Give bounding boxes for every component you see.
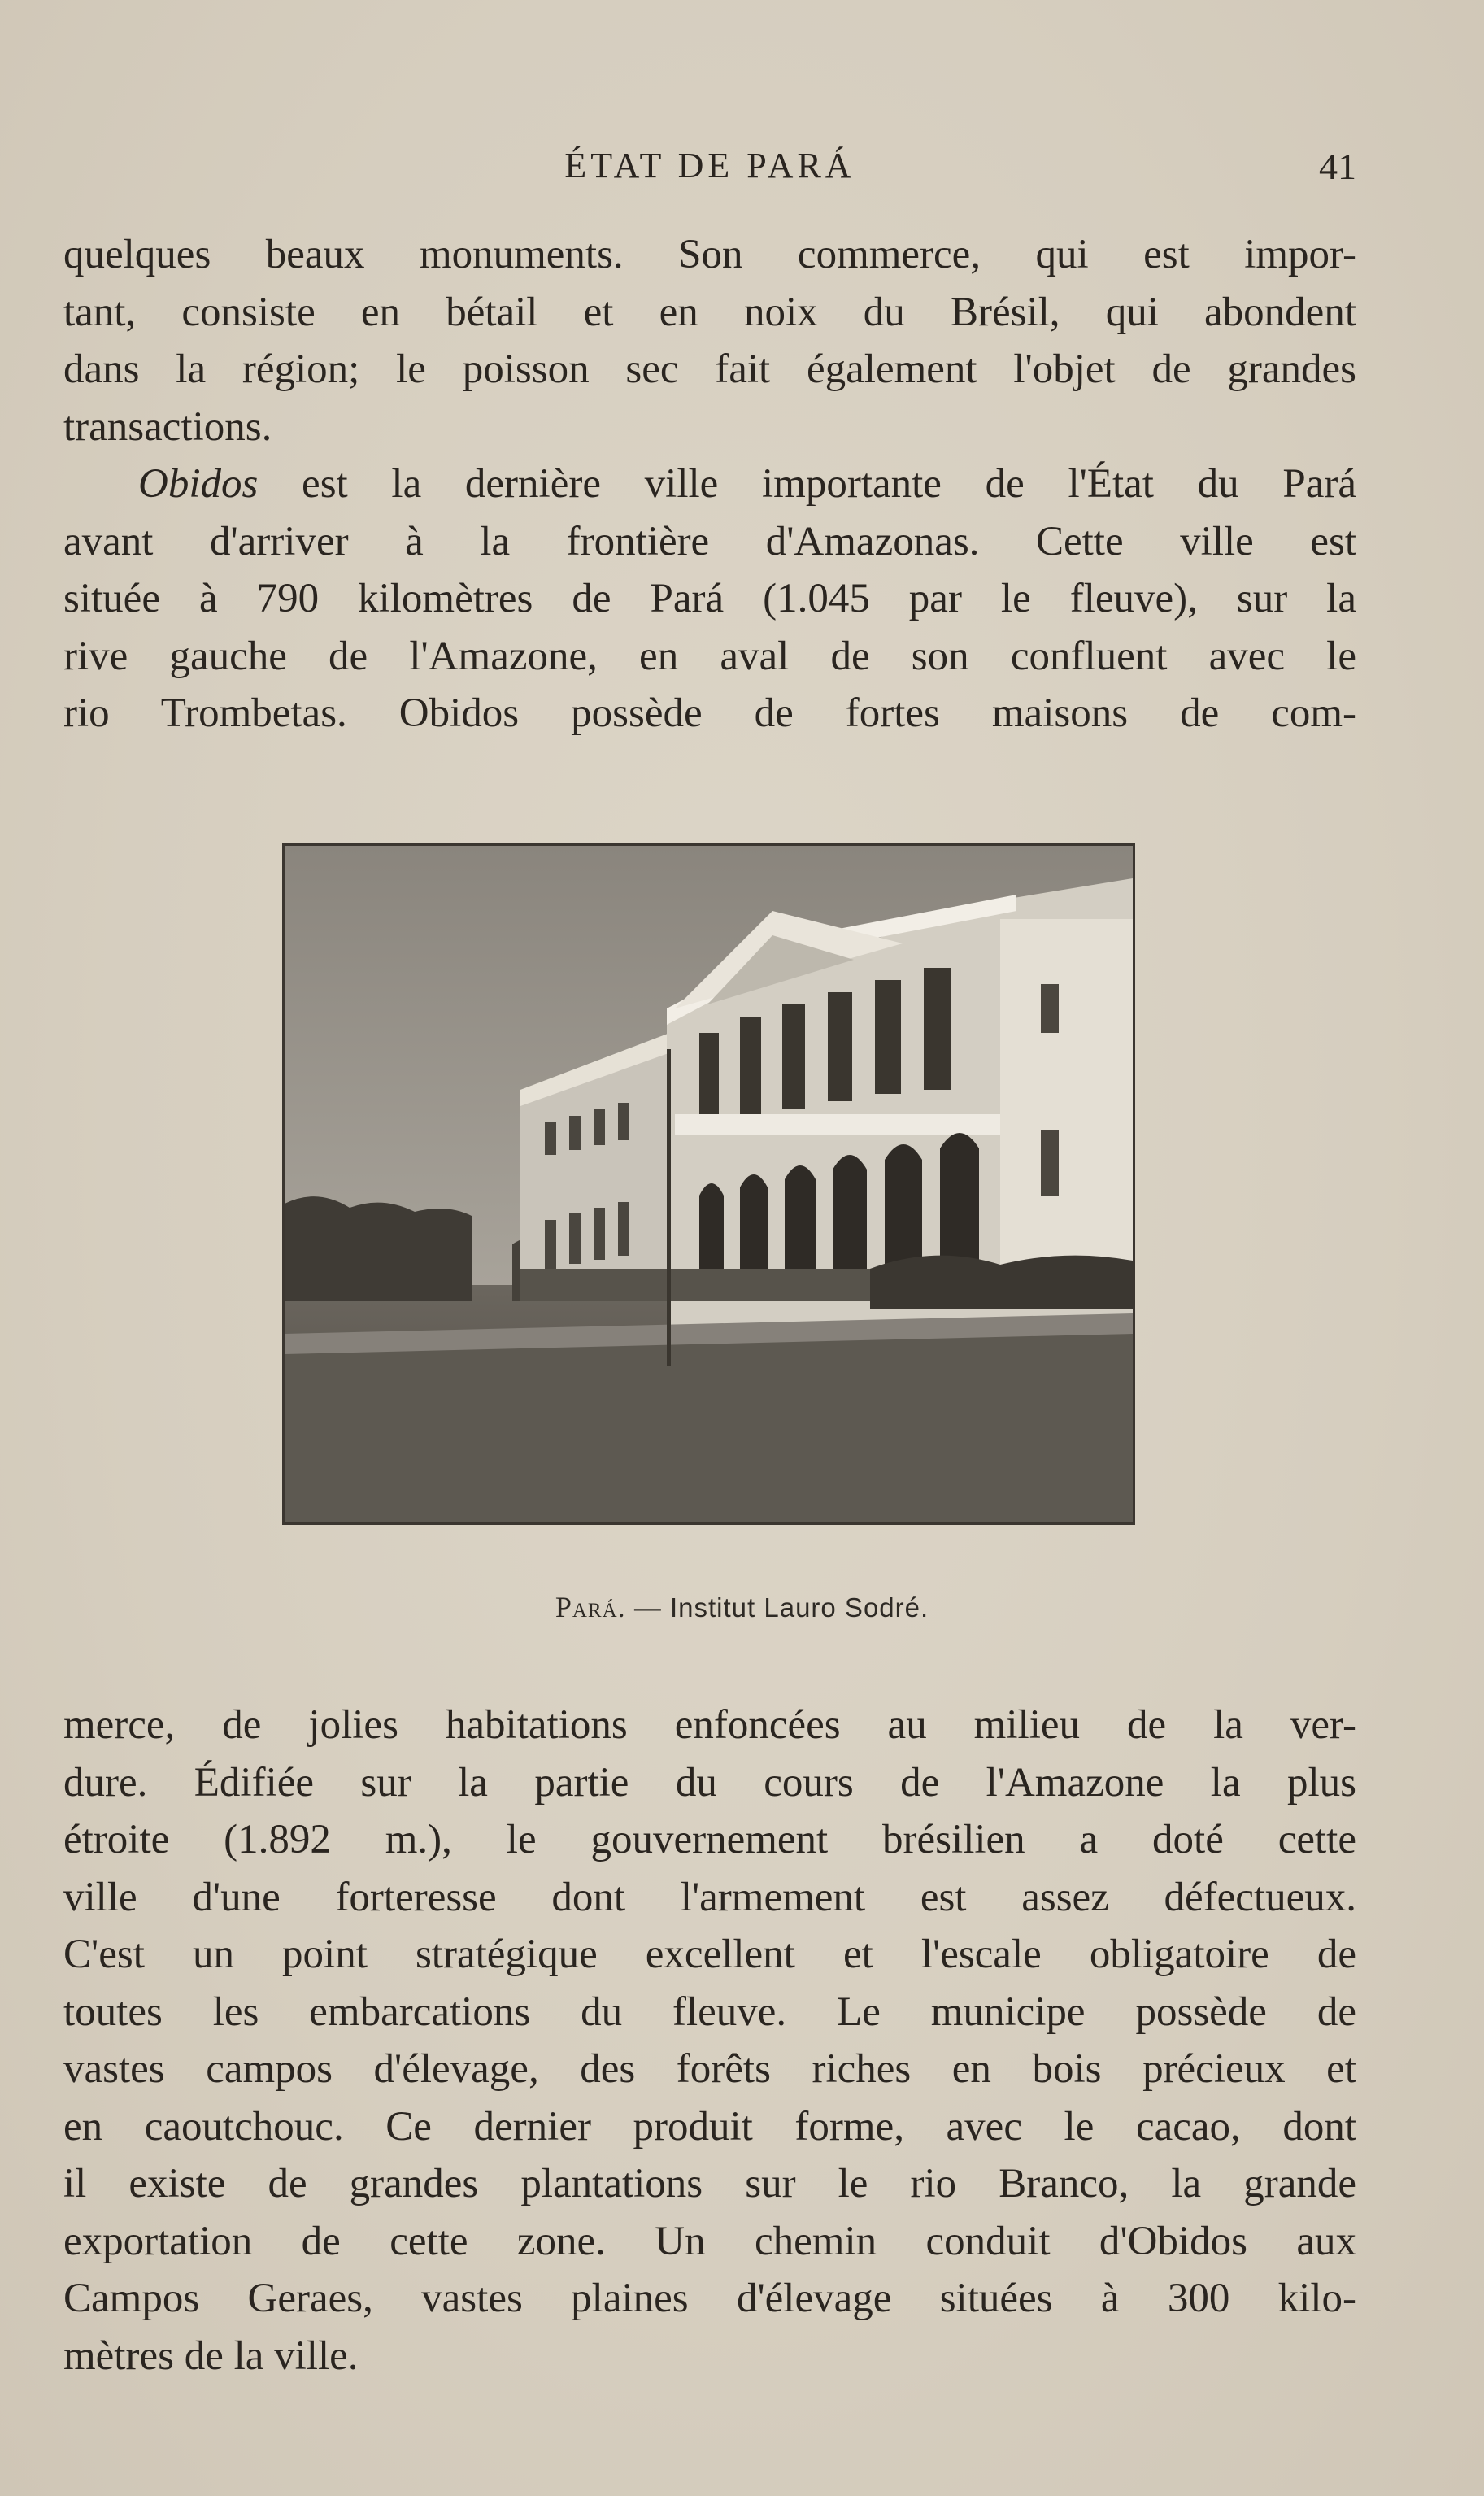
- caption-text: — Institut Lauro Sodré.: [633, 1592, 929, 1623]
- figure-caption: [0, 1590, 1484, 1624]
- text-line-rest: est la dernière ville importante de l'État du Pará: [258, 461, 1356, 507]
- text-line: située à 790 kilomètres de Pará (1.045 par le fleuve), sur la: [63, 576, 1356, 621]
- text-block-top: [63, 226, 1356, 743]
- text-line: mètres de la ville.: [63, 2333, 359, 2379]
- text-line: quelques beaux monuments. Son commerce, qui est impor-: [63, 232, 1356, 277]
- text-line: Campos Geraes, vastes plaines d'élevage situées à 300 kilo-: [63, 2276, 1356, 2321]
- photo-illustration: [285, 846, 1133, 1522]
- caption-place: Pará.: [555, 1591, 626, 1623]
- text-line: C'est un point stratégique excellent et l'escale obligatoire de: [63, 1932, 1356, 1977]
- text-line: avant d'arriver à la frontière d'Amazonas. Cette ville est: [63, 518, 1356, 564]
- text-line: tant, consiste en bétail et en noix du Brésil, qui abondent: [63, 289, 1356, 335]
- photo-institut-lauro-sodre: [282, 843, 1135, 1525]
- running-title: ÉTAT DE PARÁ: [564, 146, 855, 185]
- text-line: dure. Édifiée sur la partie du cours de l'Amazone la plus: [63, 1759, 1356, 1806]
- text-line: ville d'une forteresse dont l'armement est assez défectueux.: [63, 1874, 1356, 1920]
- text-line: étroite (1.892 m.), le gouvernement brésilien a doté cette: [63, 1817, 1356, 1862]
- text-line: il existe de grandes plantations sur le rio Branco, la grande: [63, 2161, 1356, 2206]
- text-line: transactions.: [63, 403, 272, 450]
- text-line: en caoutchouc. Ce dernier produit forme, avec le cacao, dont: [63, 2103, 1356, 2150]
- page-number: 41: [1319, 146, 1356, 187]
- text-line: dans la région; le poisson sec fait également l'objet de grandes: [63, 346, 1356, 392]
- text-line: merce, de jolies habitations enfoncées au milieu de la ver-: [63, 1702, 1356, 1748]
- text-line: toutes les embarcations du fleuve. Le municipe possède de: [63, 1989, 1356, 2035]
- text-block-bottom: [63, 1697, 1356, 2385]
- text-line: exportation de cette zone. Un chemin conduit d'Obidos aux: [63, 2218, 1356, 2264]
- text-line: rive gauche de l'Amazone, en aval de son confluent avec le: [63, 633, 1356, 679]
- text-line: vastes campos d'élevage, des forêts riches en bois précieux et: [63, 2046, 1356, 2092]
- text-line-obidos: [63, 455, 1356, 513]
- running-head: [63, 145, 1356, 194]
- italic-term-obidos: Obidos: [138, 461, 259, 507]
- text-line: rio Trombetas. Obidos possède de fortes maisons de com-: [63, 690, 1356, 736]
